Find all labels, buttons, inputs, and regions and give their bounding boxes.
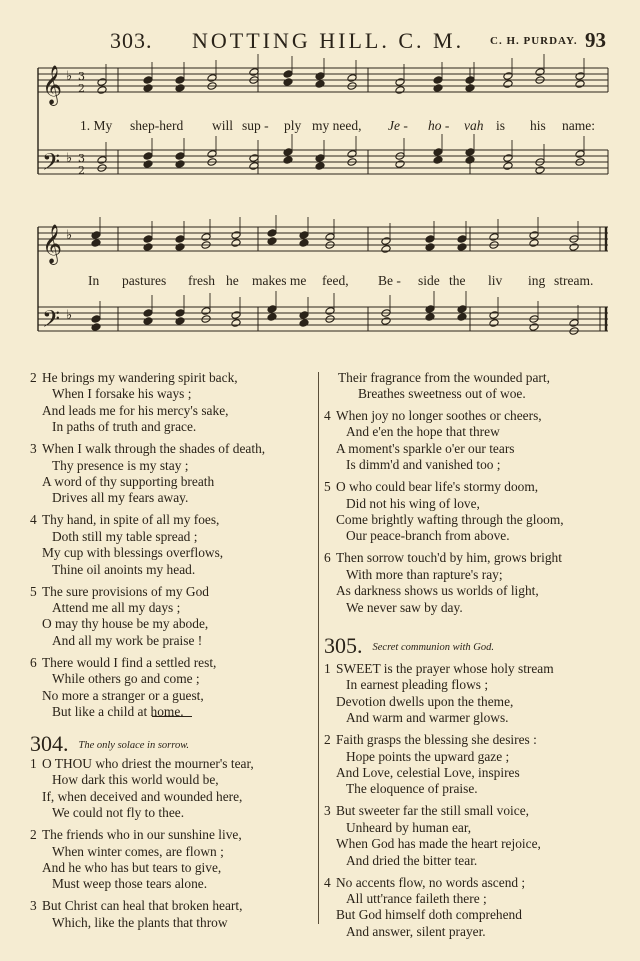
verse-line bbox=[324, 583, 562, 599]
note-head bbox=[175, 84, 185, 93]
hymn-305-heading bbox=[324, 633, 494, 657]
verse-line bbox=[324, 924, 525, 940]
verse bbox=[324, 661, 554, 727]
verse-text: And warm and warmer glows. bbox=[346, 710, 509, 726]
note-head bbox=[143, 76, 153, 85]
note-head bbox=[381, 245, 391, 254]
verse-text: Is dimm'd and vanished too ; bbox=[346, 457, 501, 473]
verse-text: No more a stranger or a guest, bbox=[42, 687, 204, 703]
note-head bbox=[201, 307, 211, 316]
note-head bbox=[231, 311, 241, 320]
verse-line bbox=[324, 907, 525, 923]
verse-line bbox=[30, 915, 242, 931]
verse-line bbox=[30, 805, 254, 821]
note-head bbox=[433, 156, 443, 165]
note-head bbox=[91, 239, 101, 248]
verse-text: When I walk through the shades of death, bbox=[42, 441, 266, 457]
verse-text: We never saw by day. bbox=[346, 599, 463, 615]
note-head bbox=[395, 86, 405, 95]
verse-text: When God has made the heart rejoice, bbox=[336, 836, 541, 852]
note-head bbox=[315, 72, 325, 81]
music-score bbox=[0, 0, 640, 360]
note-head bbox=[503, 72, 513, 81]
verse-number: 3 bbox=[30, 441, 37, 457]
verse-line bbox=[324, 496, 564, 512]
verse-line bbox=[30, 584, 209, 600]
verse-line bbox=[324, 677, 554, 693]
lyric-syllable: sup - bbox=[242, 118, 269, 133]
verse-line bbox=[324, 661, 554, 677]
verse-line bbox=[324, 820, 541, 836]
verse-line bbox=[324, 803, 541, 819]
verse-line bbox=[324, 765, 537, 781]
verse-text: He brings my wandering spirit back, bbox=[42, 370, 238, 385]
note-head bbox=[283, 70, 293, 79]
verse-line bbox=[324, 408, 542, 424]
lyric-syllable: stream. bbox=[554, 273, 594, 288]
verse-text: When I forsake his ways ; bbox=[52, 386, 192, 402]
verse-continuation bbox=[324, 370, 550, 403]
bass-staff-2 bbox=[38, 307, 608, 331]
verse-line bbox=[30, 671, 216, 687]
verse-line bbox=[324, 732, 537, 748]
note-head bbox=[503, 162, 513, 171]
verse-line bbox=[324, 836, 541, 852]
verse-number: 1 bbox=[30, 756, 37, 771]
verse-line bbox=[30, 704, 216, 720]
verse-line bbox=[30, 403, 238, 419]
note-head bbox=[575, 80, 585, 89]
composer: C. H. PURDAY. bbox=[490, 35, 578, 47]
note-head bbox=[381, 237, 391, 246]
note-head bbox=[283, 156, 293, 165]
note-head bbox=[143, 160, 153, 169]
note-head bbox=[347, 150, 357, 159]
verse-text: While others go and come ; bbox=[52, 671, 200, 687]
lyric-syllable: will bbox=[212, 118, 234, 133]
note-head bbox=[425, 305, 435, 314]
verse-text: Must weep those tears alone. bbox=[52, 876, 208, 892]
verse-text: The friends who in our sunshine live, bbox=[42, 827, 242, 843]
hymn-number: 303. bbox=[110, 28, 153, 53]
note-head bbox=[325, 307, 335, 316]
note-head bbox=[535, 68, 545, 77]
verse-text: And dried the bitter tear. bbox=[346, 852, 478, 868]
note-head bbox=[97, 156, 107, 165]
verse-line: Their fragrance from the wounded part, bbox=[338, 370, 550, 385]
note-head bbox=[325, 233, 335, 242]
verse-number: 3 bbox=[324, 803, 331, 819]
note-head bbox=[143, 309, 153, 318]
verse-text: No accents flow, no words ascend ; bbox=[336, 874, 526, 890]
verse-line bbox=[324, 567, 562, 583]
note-head bbox=[465, 76, 475, 85]
verse-line bbox=[324, 512, 564, 528]
lyric-syllable: vah bbox=[464, 118, 484, 133]
verse bbox=[324, 875, 525, 941]
time-sig-top: 3 bbox=[78, 152, 85, 165]
verse-number: 1 bbox=[324, 661, 331, 676]
verse-text: And e'en the hope that threw bbox=[346, 424, 500, 440]
lyric-syllable: makes me bbox=[252, 273, 307, 288]
verse-text: In earnest pleading flows ; bbox=[346, 677, 489, 693]
hymn-304-subtitle: The only solace in sorrow. bbox=[78, 740, 190, 751]
page-number: 93 bbox=[585, 28, 606, 52]
time-sig-bottom: 2 bbox=[78, 82, 85, 95]
verse-line bbox=[324, 550, 562, 566]
verse-text: Unheard by human ear, bbox=[346, 819, 472, 835]
note-head bbox=[569, 319, 579, 328]
verse-text: A word of thy supporting breath bbox=[42, 474, 215, 489]
verse bbox=[30, 584, 209, 650]
verse-text: SWEET is the prayer whose holy stream bbox=[336, 661, 554, 676]
note-head bbox=[143, 152, 153, 161]
verse-text: The eloquence of praise. bbox=[346, 781, 478, 797]
verse bbox=[324, 803, 541, 869]
lyric-syllable: shep-herd bbox=[130, 118, 184, 133]
note-head bbox=[299, 239, 309, 248]
verse-text: My cup with blessings overflows, bbox=[42, 545, 224, 561]
verse-text: O may thy house be my abode, bbox=[42, 616, 209, 632]
flat-icon: ♭ bbox=[66, 69, 73, 84]
bass-clef-icon: 𝄢 bbox=[42, 305, 61, 338]
verse-line bbox=[30, 772, 254, 788]
time-sig-top: 3 bbox=[78, 70, 85, 83]
verse-line bbox=[30, 789, 254, 805]
verse-line bbox=[30, 616, 209, 632]
verse-text: And Love, celestial Love, inspires bbox=[336, 765, 520, 780]
note-head bbox=[175, 235, 185, 244]
note-head bbox=[231, 231, 241, 240]
verse-line bbox=[30, 512, 223, 528]
verse-line bbox=[30, 562, 223, 578]
hymn-304-number: 304. bbox=[30, 731, 69, 756]
lyric-syllable: ply bbox=[284, 118, 302, 133]
note-head bbox=[143, 235, 153, 244]
note-head bbox=[267, 237, 277, 246]
verse-number: 2 bbox=[30, 827, 37, 843]
verse-line bbox=[30, 600, 209, 616]
verse-line bbox=[30, 860, 242, 876]
verse-line bbox=[324, 749, 537, 765]
bass-staff-1 bbox=[38, 150, 608, 174]
hymn-304-heading bbox=[30, 731, 189, 755]
verse-text: Did not his wing of love, bbox=[346, 495, 480, 511]
note-head bbox=[433, 148, 443, 157]
note-head bbox=[425, 243, 435, 252]
verse-line bbox=[30, 688, 216, 704]
lyric-syllable: liv bbox=[488, 273, 503, 288]
verse-text: And he who has but tears to give, bbox=[42, 860, 222, 875]
lyric-syllable: ho - bbox=[428, 118, 450, 133]
verse bbox=[30, 512, 223, 578]
lyric-syllable: fresh bbox=[188, 273, 215, 288]
flat-icon: ♭ bbox=[66, 228, 73, 243]
verse-text: And answer, silent prayer. bbox=[346, 923, 486, 939]
verse-text: In paths of truth and grace. bbox=[52, 419, 197, 435]
lyric-syllable: he bbox=[226, 273, 239, 288]
verse-line bbox=[30, 898, 242, 914]
note-head bbox=[299, 311, 309, 320]
verse-number: 3 bbox=[30, 898, 37, 914]
verse bbox=[30, 898, 242, 931]
verse-line bbox=[324, 479, 564, 495]
bass-clef-icon: 𝄢 bbox=[42, 148, 61, 181]
verse bbox=[30, 756, 254, 822]
note-head bbox=[283, 78, 293, 87]
note-head bbox=[465, 84, 475, 93]
verse-text: O THOU who driest the mourner's tear, bbox=[42, 756, 254, 771]
verse-line bbox=[30, 633, 209, 649]
note-head bbox=[231, 239, 241, 248]
verse-text: Faith grasps the blessing she desires : bbox=[336, 732, 537, 748]
verse-text: Our peace-branch from above. bbox=[346, 528, 510, 544]
note-head bbox=[535, 166, 545, 175]
note-head bbox=[381, 317, 391, 326]
verse-line bbox=[30, 370, 238, 386]
note-head bbox=[207, 74, 217, 83]
verse-text: All utt'rance faileth there ; bbox=[346, 891, 487, 906]
column-divider bbox=[318, 372, 319, 924]
verse-line bbox=[30, 756, 254, 772]
note-head bbox=[489, 311, 499, 320]
note-head bbox=[267, 305, 277, 314]
verse bbox=[324, 408, 542, 474]
note-head bbox=[575, 72, 585, 81]
verse-text: But God himself doth comprehend bbox=[336, 907, 522, 923]
verse-text: How dark this world would be, bbox=[52, 772, 219, 788]
verse bbox=[30, 370, 238, 436]
verse-text: Drives all my fears away. bbox=[52, 490, 189, 506]
note-head bbox=[207, 150, 217, 159]
verse-text: Then sorrow touch'd by him, grows bright bbox=[336, 550, 562, 566]
verse-number: 2 bbox=[324, 732, 331, 748]
lyric-syllable: the bbox=[449, 273, 466, 288]
note-head bbox=[457, 305, 467, 314]
verse-text: But like a child at home. bbox=[52, 704, 184, 720]
verse-text: Which, like the plants that throw bbox=[52, 914, 228, 930]
note-head bbox=[529, 231, 539, 240]
note-head bbox=[395, 160, 405, 169]
note-head bbox=[143, 84, 153, 93]
note-head bbox=[433, 76, 443, 85]
verse-text: A moment's sparkle o'er our tears bbox=[336, 440, 515, 456]
note-head bbox=[283, 148, 293, 157]
note-head bbox=[231, 319, 241, 328]
note-head bbox=[503, 80, 513, 89]
note-head bbox=[175, 160, 185, 169]
verse-text: If, when deceived and wounded here, bbox=[42, 788, 243, 804]
verse-line bbox=[30, 386, 238, 402]
note-head bbox=[425, 313, 435, 322]
verse-text: Come brightly wafting through the gloom, bbox=[336, 512, 564, 527]
note-head bbox=[315, 154, 325, 163]
verse-text: But Christ can heal that broken heart, bbox=[42, 898, 243, 914]
note-head bbox=[315, 162, 325, 171]
note-head bbox=[347, 74, 357, 83]
lyric-syllable: Be - bbox=[378, 273, 401, 288]
note-head bbox=[489, 319, 499, 328]
note-head bbox=[529, 323, 539, 332]
verse-text: And all my work be praise ! bbox=[52, 632, 203, 648]
note-head bbox=[457, 243, 467, 252]
note-head bbox=[143, 317, 153, 326]
verse-text: Doth still my table spread ; bbox=[52, 528, 198, 544]
verse-line: Breathes sweetness out of woe. bbox=[358, 386, 526, 402]
verse-line bbox=[324, 781, 537, 797]
note-head bbox=[489, 233, 499, 242]
verse-text: Thine oil anoints my head. bbox=[52, 561, 196, 577]
verse-text: The sure provisions of my God bbox=[42, 583, 209, 599]
note-head bbox=[267, 313, 277, 322]
verse-line bbox=[324, 600, 562, 616]
note-head bbox=[465, 156, 475, 165]
lyric-syllable: pastures bbox=[122, 273, 167, 288]
verse-number: 2 bbox=[30, 370, 37, 385]
verse-line bbox=[30, 474, 265, 490]
verse-number: 4 bbox=[324, 874, 331, 890]
flat-icon: ♭ bbox=[66, 151, 73, 166]
lyric-syllable: my need, bbox=[312, 118, 362, 133]
lyric-syllable: is bbox=[496, 118, 506, 133]
verse-text: But sweeter far the still small voice, bbox=[336, 803, 529, 819]
hymn-305-subtitle: Secret communion with God. bbox=[372, 642, 495, 653]
note-head bbox=[315, 80, 325, 89]
verse-line bbox=[324, 853, 541, 869]
verse-text: O who could bear life's stormy doom, bbox=[336, 479, 539, 495]
verse-line bbox=[324, 875, 525, 891]
note-head bbox=[143, 243, 153, 252]
treble-clef-icon: 𝄞 bbox=[42, 224, 63, 264]
verse-text: And leads me for his mercy's sake, bbox=[42, 402, 229, 418]
note-head bbox=[175, 309, 185, 318]
hymn-305-number: 305. bbox=[324, 633, 363, 658]
verse-line bbox=[324, 891, 525, 907]
note-head bbox=[91, 323, 101, 332]
note-head bbox=[97, 78, 107, 87]
note-head bbox=[433, 84, 443, 93]
verse-number: 6 bbox=[30, 654, 37, 670]
note-head bbox=[465, 148, 475, 157]
lyric-syllable: In bbox=[88, 273, 100, 288]
note-head bbox=[267, 229, 277, 238]
note-head bbox=[175, 243, 185, 252]
verse-text: Thy presence is my stay ; bbox=[52, 457, 189, 473]
note-head bbox=[575, 150, 585, 159]
note-head bbox=[299, 231, 309, 240]
verse-line bbox=[30, 545, 223, 561]
verse-line bbox=[30, 490, 265, 506]
verse-line bbox=[30, 655, 216, 671]
note-head bbox=[457, 313, 467, 322]
note-head bbox=[569, 243, 579, 252]
note-head bbox=[97, 86, 107, 95]
verse-line bbox=[30, 827, 242, 843]
verse bbox=[30, 441, 265, 507]
note-head bbox=[457, 235, 467, 244]
lyric-syllable: Je - bbox=[388, 118, 408, 133]
verse-line bbox=[30, 876, 242, 892]
treble-clef-icon: 𝄞 bbox=[42, 65, 63, 105]
lyric-syllable: ing bbox=[528, 273, 546, 288]
hymn-title: NOTTING HILL. C. M. bbox=[192, 28, 465, 53]
note-head bbox=[91, 231, 101, 240]
verse bbox=[324, 550, 562, 616]
verse-number: 6 bbox=[324, 550, 331, 566]
note-head bbox=[503, 154, 513, 163]
note-head bbox=[201, 233, 211, 242]
verse-text: With more than rapture's ray; bbox=[346, 566, 503, 582]
lyric-syllable: side bbox=[418, 273, 440, 288]
verse-line bbox=[324, 694, 554, 710]
note-head bbox=[175, 317, 185, 326]
note-head bbox=[425, 235, 435, 244]
treble-staff-1 bbox=[38, 68, 608, 92]
verse-text: Thy hand, in spite of all my foes, bbox=[42, 512, 220, 528]
time-sig-bottom: 2 bbox=[78, 164, 85, 177]
note-head bbox=[175, 76, 185, 85]
lyric-syllable: name: bbox=[562, 118, 595, 133]
verse-text: Hope points the upward gaze ; bbox=[346, 748, 510, 764]
note-head bbox=[529, 239, 539, 248]
verse-number: 4 bbox=[30, 512, 37, 528]
verse-text: Devotion dwells upon the theme, bbox=[336, 693, 514, 709]
verse-number: 4 bbox=[324, 408, 331, 423]
verse bbox=[30, 827, 242, 893]
verse-line bbox=[324, 441, 542, 457]
verse-text: We could not fly to thee. bbox=[52, 805, 185, 821]
verse-line bbox=[30, 458, 265, 474]
verse-text: When joy no longer soothes or cheers, bbox=[336, 408, 542, 423]
verse-number: 5 bbox=[30, 583, 37, 599]
verse-text: Attend me all my days ; bbox=[52, 600, 181, 615]
note-head bbox=[91, 315, 101, 324]
verse-line bbox=[324, 528, 564, 544]
verse-line bbox=[30, 844, 242, 860]
lyric-syllable: feed, bbox=[322, 273, 349, 288]
note-head bbox=[395, 78, 405, 87]
verse-line bbox=[30, 441, 265, 457]
note-head bbox=[299, 319, 309, 328]
verse-line bbox=[324, 424, 542, 440]
verse bbox=[324, 479, 564, 545]
verse-number: 5 bbox=[324, 479, 331, 495]
verse-line bbox=[30, 419, 238, 435]
treble-staff-2 bbox=[38, 227, 608, 251]
verse-line bbox=[324, 710, 554, 726]
lyric-syllable: his bbox=[530, 118, 546, 133]
flat-icon: ♭ bbox=[66, 308, 73, 323]
verse-line bbox=[30, 529, 223, 545]
verse bbox=[30, 655, 216, 721]
note-head bbox=[175, 152, 185, 161]
verse-text: There would I find a settled rest, bbox=[42, 654, 217, 670]
verse bbox=[324, 732, 537, 798]
verse-text: As darkness shows us worlds of light, bbox=[336, 583, 539, 599]
verse-text: When winter comes, are flown ; bbox=[52, 843, 224, 859]
verse-line bbox=[324, 457, 542, 473]
lyric-syllable: 1. My bbox=[80, 118, 113, 133]
